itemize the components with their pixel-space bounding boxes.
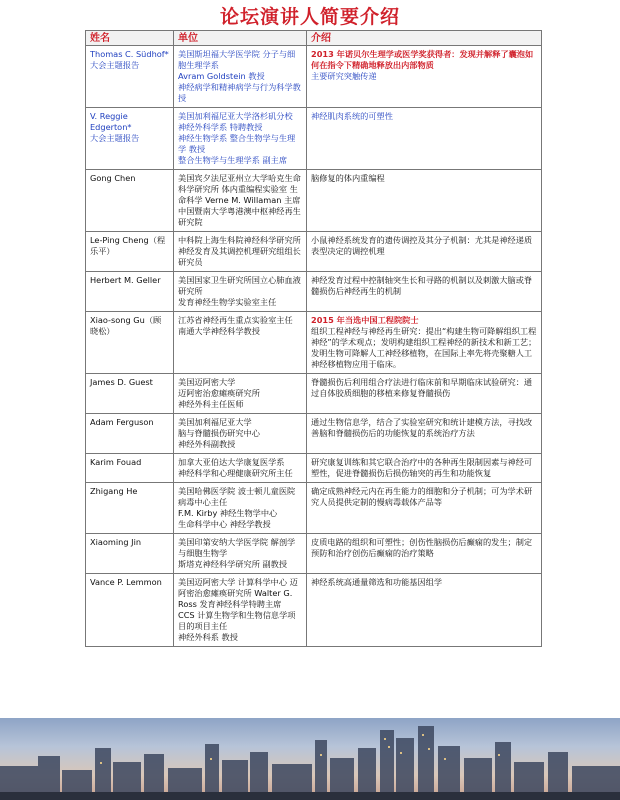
table-row <box>86 534 542 574</box>
table-row <box>86 232 542 272</box>
speaker-intro <box>307 46 542 108</box>
unit-line: 美国宾夕法尼亚州立大学哈克生命科学研究所 体内重编程实验室 生命科学 Verne M. Willaman 主席 <box>178 173 301 205</box>
table-row <box>86 574 542 647</box>
intro-line: 皮质电路的组织和可塑性；创伤性脑损伤后癫痫的发生；制定预防和治疗创伤后癫痫的治疗策略 <box>311 537 533 558</box>
unit-line: 南通大学神经科学教授 <box>178 326 260 336</box>
table-header-row <box>86 31 542 46</box>
intro-line: 组织工程神经与神经再生研究：提出“构建生物可降解组织工程神经”的学术观点；发明构建组织工程神经的新技术和新工艺；发明生物可降解人工神经移植物，在国际上率先将壳聚糖人工神经移植物应用于临床。 <box>311 326 537 369</box>
unit-line: 斯塔克神经科学研究所 副教授 <box>178 559 288 569</box>
speaker-name: Adam Ferguson <box>86 414 174 454</box>
intro-line: 2015 年当选中国工程院院士 <box>311 315 419 325</box>
speaker-unit <box>174 108 307 170</box>
table-row <box>86 170 542 232</box>
speaker-name: Xiao-song Gu（顾晓松） <box>86 312 174 374</box>
unit-line: 发育神经生物学实验室主任 <box>178 297 277 307</box>
table-row <box>86 454 542 483</box>
skyline-icon <box>0 718 620 800</box>
unit-line: 神经科学和心理健康研究所主任 <box>178 468 293 478</box>
unit-line: 美国国家卫生研究所国立心肺血液研究所 <box>178 275 301 296</box>
speaker-unit <box>174 232 307 272</box>
intro-line: 脊髓损伤后利用组合疗法进行临床前和早期临床试验研究：通过自体胶质细胞的移植来修复脊髓损伤 <box>311 377 533 398</box>
intro-line: 通过生物信息学，结合了实验室研究和统计建模方法，寻找改善脑和脊髓损伤后的功能恢复的系统治疗方法 <box>311 417 533 438</box>
table-row <box>86 108 542 170</box>
unit-line: 神经外科主任医师 <box>178 399 244 409</box>
unit-line: 神经外科副教授 <box>178 439 236 449</box>
table-row <box>86 483 542 534</box>
speaker-name: Gong Chen <box>86 170 174 232</box>
table-row <box>86 374 542 414</box>
unit-line: 脑与脊髓损伤研究中心 <box>178 428 260 438</box>
header-unit: 单位 <box>174 31 307 46</box>
speaker-name: Zhigang He <box>86 483 174 534</box>
unit-line: 加拿大亚伯达大学康复医学系 <box>178 457 285 467</box>
unit-line: 中科院上海生科院神经科学研究所 神经发育及其调控机理研究组组长 研究员 <box>178 235 301 267</box>
speaker-unit <box>174 483 307 534</box>
speaker-name: Vance P. Lemmon <box>86 574 174 647</box>
unit-line: 整合生物学与生理学系 副主席 <box>178 155 288 165</box>
speaker-unit <box>174 312 307 374</box>
intro-line: 小鼠神经系统发育的遗传调控及其分子机制：尤其是神经递质表型决定的调控机理 <box>311 235 533 256</box>
speaker-table <box>85 30 542 647</box>
header-name: 姓名 <box>86 31 174 46</box>
header-intro: 介绍 <box>307 31 542 46</box>
table-row <box>86 312 542 374</box>
speaker-name: Herbert M. Geller <box>86 272 174 312</box>
unit-line: 神经生物学系 整合生物学与生理学 教授 <box>178 133 296 154</box>
speaker-name: James D. Guest <box>86 374 174 414</box>
table-row <box>86 272 542 312</box>
intro-line: 确定成熟神经元内在再生能力的细胞和分子机制；可为学术研究人员提供定制的慢病毒载体产品等 <box>311 486 533 507</box>
unit-line: F.M. Kirby 神经生物学中心 <box>178 508 278 518</box>
speaker-unit <box>174 170 307 232</box>
unit-line: 美国加利福尼亚大学洛杉矶分校 神经外科学系 特聘教授 <box>178 111 293 132</box>
speaker-rows <box>86 46 542 647</box>
speaker-intro <box>307 272 542 312</box>
speaker-name: Xiaoming Jin <box>86 534 174 574</box>
speaker-intro <box>307 574 542 647</box>
unit-line: 美国哈佛医学院 波士顿儿童医院 病毒中心主任 <box>178 486 296 507</box>
speaker-unit <box>174 272 307 312</box>
unit-line: 美国迈阿密大学 <box>178 377 236 387</box>
speaker-unit <box>174 414 307 454</box>
intro-line: 研究康复训练和其它联合治疗中的各种再生限制因素与神经可塑性，促进脊髓损伤后损伤轴突的再生和功能恢复 <box>311 457 533 478</box>
table-row <box>86 46 542 108</box>
speaker-intro <box>307 414 542 454</box>
speaker-unit <box>174 374 307 414</box>
speaker-unit <box>174 454 307 483</box>
unit-line: 美国加利福尼亚大学 <box>178 417 252 427</box>
speaker-name: Le-Ping Cheng（程乐平） <box>86 232 174 272</box>
intro-line: 神经发育过程中控制轴突生长和寻路的机制以及刺激大脑或脊髓损伤后神经再生的机制 <box>311 275 533 296</box>
speaker-name: V. Reggie Edgerton* 大会主题报告 <box>86 108 174 170</box>
unit-line: 美国迈阿密大学 计算科学中心 迈阿密治愈瘫痪研究所 Walter G. Ross 发育神经科学特聘主席 <box>178 577 298 609</box>
unit-line: 江苏省神经再生重点实验室主任 <box>178 315 293 325</box>
speaker-unit <box>174 534 307 574</box>
intro-line: 2013 年诺贝尔生理学或医学奖获得者：发现并解释了囊泡如何在指令下精确地释放出内部物质 <box>311 49 534 70</box>
unit-line: 神经病学和精神病学与行为科学教授 <box>178 82 301 103</box>
speaker-intro <box>307 108 542 170</box>
table-row <box>86 414 542 454</box>
intro-line: 脑修复的体内重编程 <box>311 173 385 183</box>
speaker-name: Thomas C. Südhof* 大会主题报告 <box>86 46 174 108</box>
intro-line: 神经肌肉系统的可塑性 <box>311 111 393 121</box>
unit-line: 生命科学中心 神经学教授 <box>178 519 271 529</box>
page-title: 论坛演讲人简要介绍 <box>219 6 400 28</box>
speaker-intro <box>307 454 542 483</box>
unit-line: 中国暨南大学粤港澳中枢神经再生研究院 <box>178 206 301 227</box>
speaker-intro <box>307 170 542 232</box>
speaker-intro <box>307 232 542 272</box>
city-skyline-image <box>0 718 620 800</box>
intro-line: 主要研究突触传递 <box>311 71 377 81</box>
unit-line: 美国斯坦福大学医学院 分子与细胞生理学系 <box>178 49 296 70</box>
unit-line: 迈阿密治愈瘫痪研究所 <box>178 388 260 398</box>
speaker-intro <box>307 312 542 374</box>
speaker-intro <box>307 483 542 534</box>
speaker-intro <box>307 534 542 574</box>
unit-line: CCS 计算生物学和生物信息学项目的项目主任 <box>178 610 296 631</box>
unit-line: Avram Goldstein 教授 <box>178 71 265 81</box>
speaker-unit <box>174 574 307 647</box>
unit-line: 神经外科系 教授 <box>178 632 238 642</box>
unit-line: 美国印第安纳大学医学院 解剖学与细胞生物学 <box>178 537 296 558</box>
speaker-unit <box>174 46 307 108</box>
speaker-intro <box>307 374 542 414</box>
speaker-name: Karim Fouad <box>86 454 174 483</box>
intro-line: 神经系统高通量筛选和功能基因组学 <box>311 577 443 587</box>
